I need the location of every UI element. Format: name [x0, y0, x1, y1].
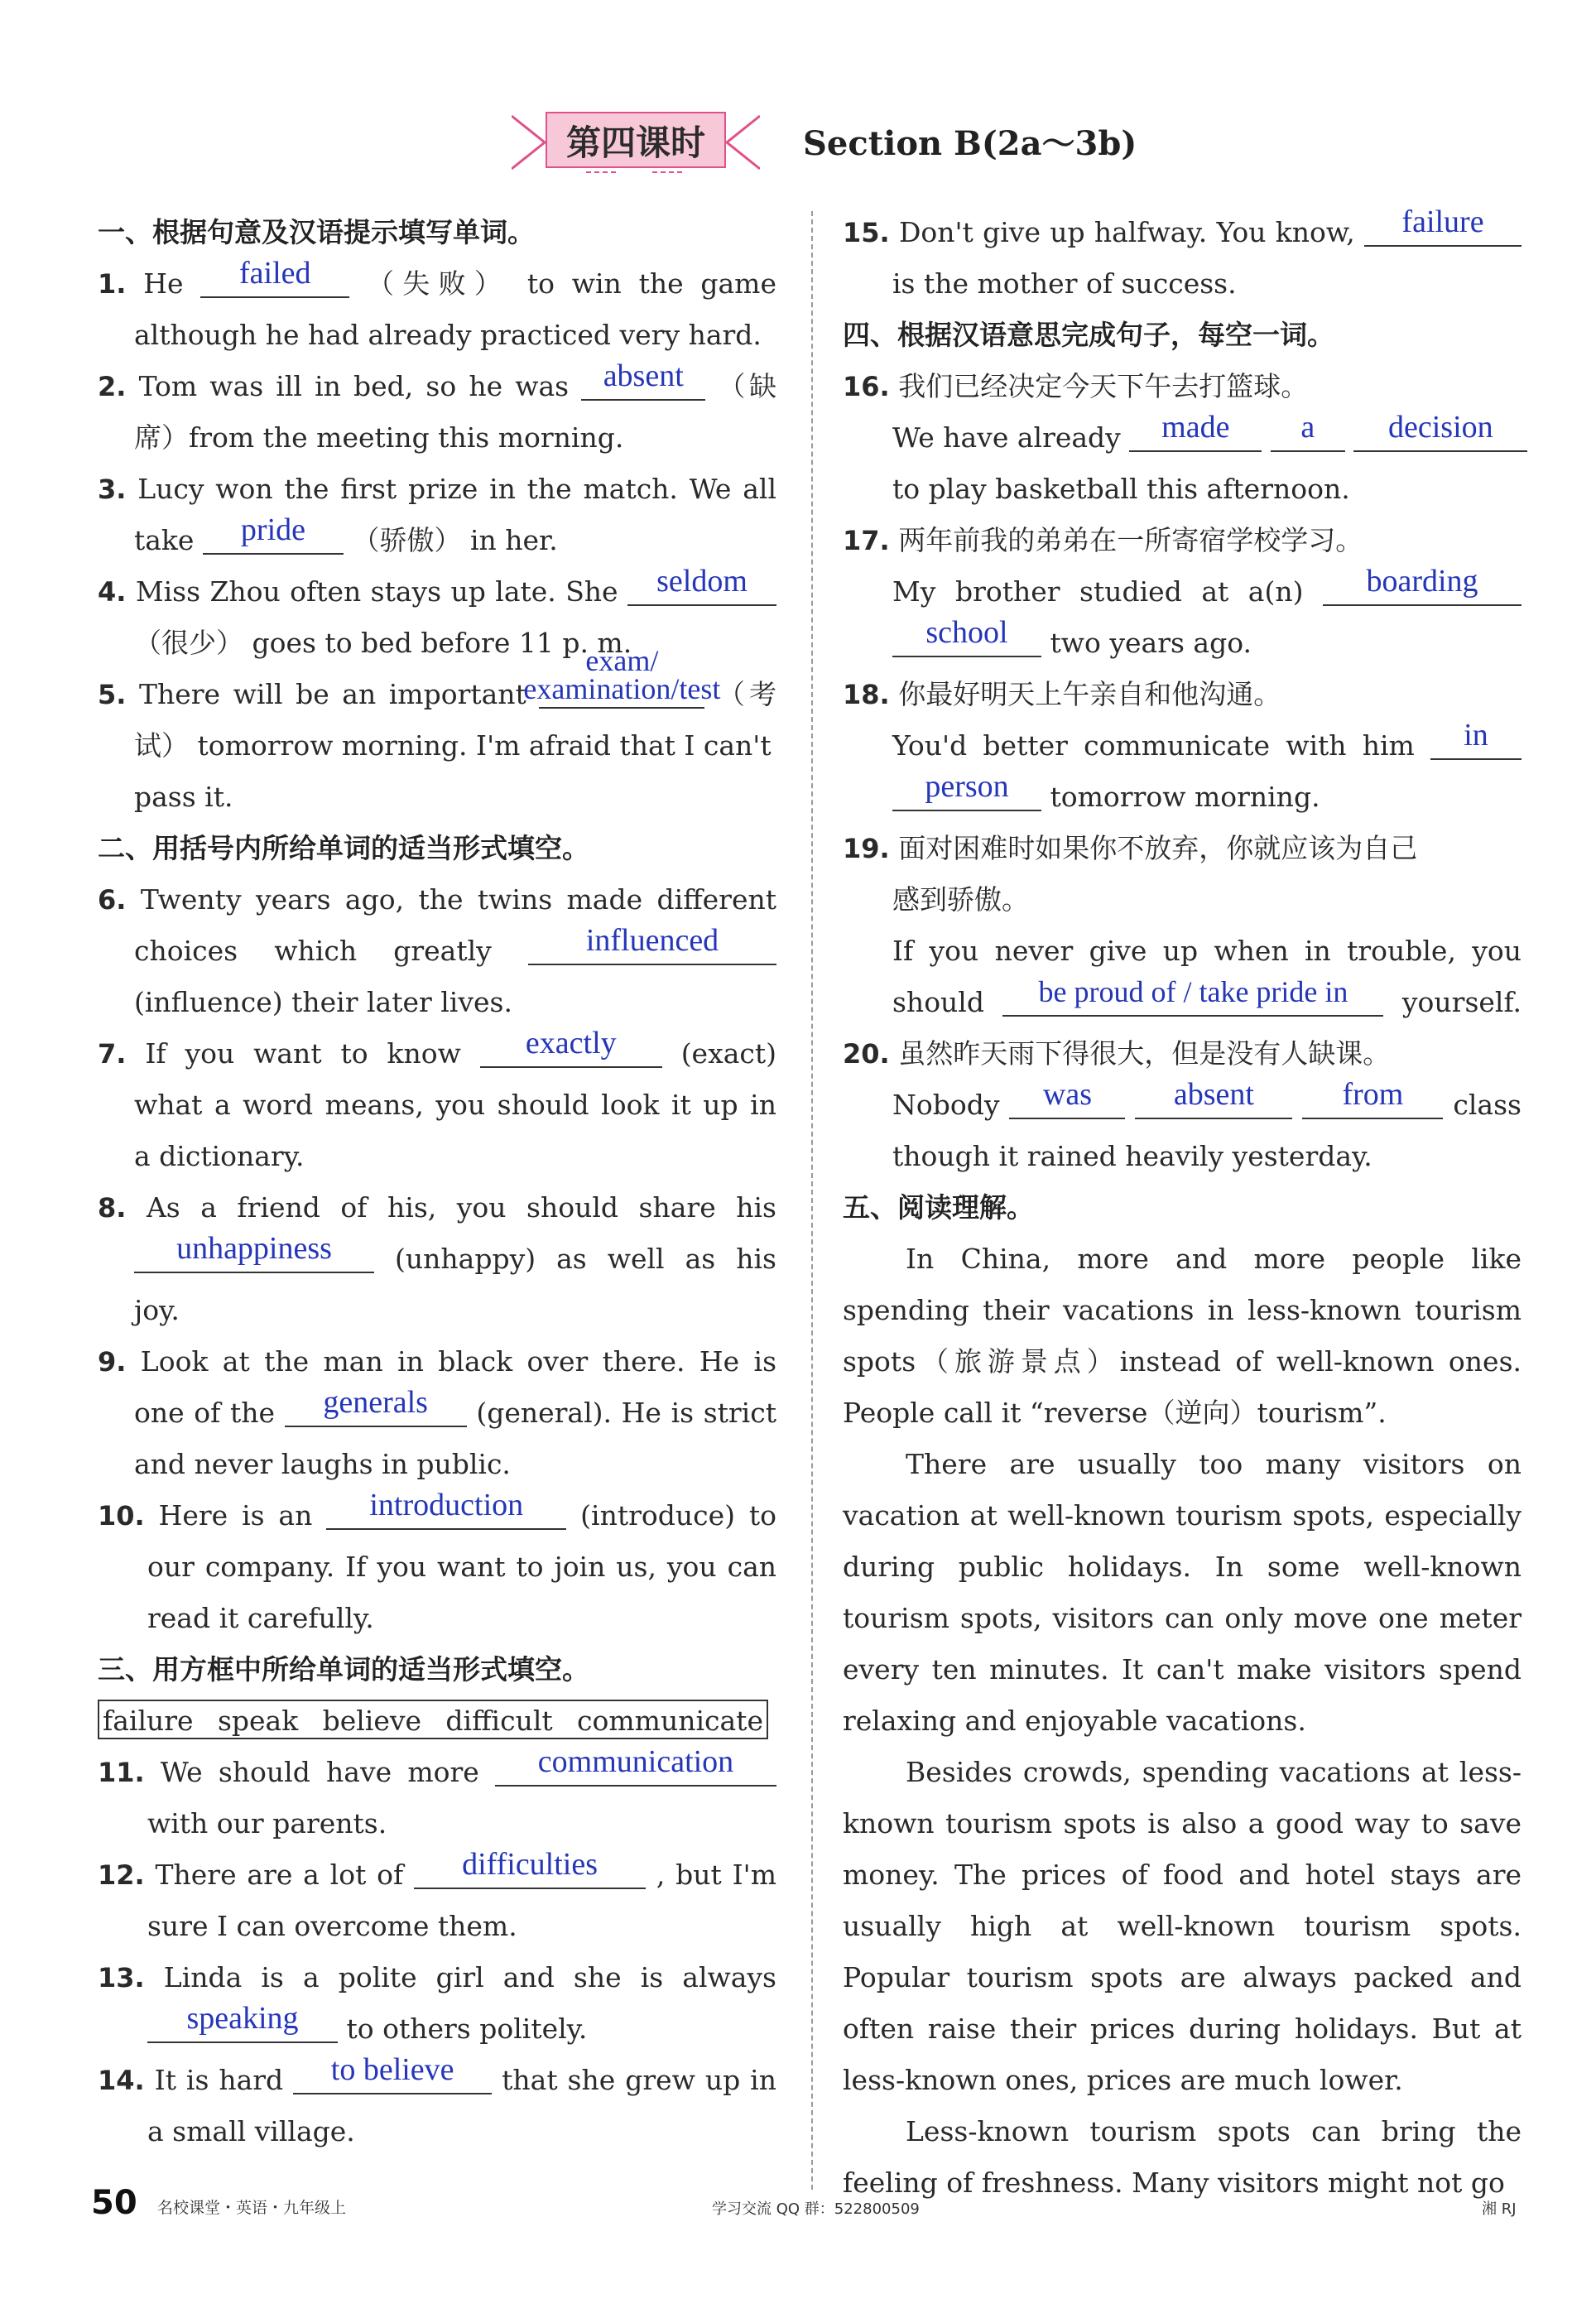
word-box: failure speak believe difficult communicate: [98, 1695, 776, 1747]
answer-blank-8[interactable]: unhappiness: [134, 1238, 374, 1273]
section-1-heading: 一、根据句意及汉语提示填写单词。: [98, 216, 535, 248]
qq-group: 学习交流 QQ 群：522800509: [712, 2200, 920, 2218]
question-14: 14. It is hard to believe that she grew up in: [98, 2052, 776, 2096]
question-7: 7. If you want to know exactly (exact): [98, 1026, 776, 1070]
question-9: 9. Look at the man in black over there. He is: [98, 1345, 776, 1378]
answer-blank-18b[interactable]: person: [892, 777, 1041, 811]
answer-blank-17a[interactable]: boarding: [1323, 571, 1521, 606]
question-15: 15. Don't give up halfway. You know, failure: [843, 207, 1521, 258]
question-3: 3. Lucy won the first prize in the match. We all: [98, 473, 776, 505]
page-number: 50: [91, 2184, 137, 2222]
question-16: 16. 我们已经决定今天下午去打篮球。: [843, 370, 1309, 402]
question-13: 13. Linda is a polite girl and she is always: [98, 1961, 776, 1993]
section-3-heading: 三、用方框中所给单词的适当形式填空。: [98, 1653, 589, 1686]
answer-blank-2[interactable]: absent: [581, 366, 705, 401]
lesson-label: 第四课时: [565, 123, 705, 163]
answer-blank-16c[interactable]: decision: [1353, 417, 1527, 452]
question-4: 4. Miss Zhou often stays up late. She seldom: [98, 566, 776, 618]
answer-blank-20a[interactable]: was: [1009, 1084, 1125, 1119]
answer-blank-13[interactable]: speaking: [147, 2008, 338, 2043]
question-6: 6. Twenty years ago, the twins made different: [98, 883, 776, 916]
reading-paragraph-4: Less-known tourism spots can bring the feeling of freshness. Many visitors might not go: [843, 2115, 1521, 2199]
answer-blank-15[interactable]: failure: [1364, 212, 1521, 247]
answer-blank-7[interactable]: exactly: [480, 1033, 662, 1068]
question-19: 19. 面对困难时如果你不放弃，你就应该为自己: [843, 832, 1418, 864]
answer-blank-16b[interactable]: a: [1271, 417, 1345, 452]
question-17: 17. 两年前我的弟弟在一所寄宿学校学习。: [843, 524, 1363, 556]
question-2: 2. Tom was ill in bed, so he was absent （缺: [98, 358, 777, 402]
section-title: Section B(2a～3b): [803, 124, 1137, 163]
question-8: 8. As a friend of his, you should share his: [98, 1191, 776, 1224]
answer-blank-17b[interactable]: school: [892, 623, 1041, 657]
column-divider: [811, 211, 813, 2190]
right-column: 15. Don't give up halfway. You know, failure is the mother of success. 四、根据汉语意思完成句子，每空一词。 16. 我们已经决定今天下午去打篮球。 We have already made a decision to play basketball this afternoon. 17. 两年前我的弟弟在一所寄宿学校学习。 My brother studied at a(n) boarding school two years ago. 18. 你最好明天上午亲自和他沟通。 You'd better communicate with him in person tomorrow morning. 19. 面对困难时如果你不放弃，你就应该为自己 感到骄傲。 If you never give up when in trouble, you should be proud of / take pride in yourself. 20. 虽然昨天雨下得很大，但是没有人缺课。 Nobody was absent from class though it rained heavily yesterday. 五、阅读理解。 In China, more and more people like spending their vacations in less-known tourism spots（旅游景点）instead of well-known ones. People call it “reverse（逆向）tourism”. There are usually too many visitors on vacation at well-known tourism spots, especially during public holidays. In some well-known tourism spots, visitors can only move one meter every ten minutes. It can't make visitors spend relaxing and enjoyable vacations. Besides crowds, spending vacations at less-known tourism spots is also a good way to save money. The prices of food and hotel stays are usually high at well-known tourism spots. Popular tourism spots are always packed and often raise their prices during holidays. But at less-known ones, prices are much lower. Less-known tourism spots can bring the feeling of freshness. Many visitors might not go: [843, 207, 1521, 2209]
question-12: 12. There are a lot of difficulties , but I'm: [98, 1847, 776, 1891]
section-4-heading: 四、根据汉语意思完成句子，每空一词。: [843, 319, 1334, 351]
answer-blank-14[interactable]: to believe: [293, 2060, 492, 2094]
answer-blank-18a[interactable]: in: [1430, 725, 1521, 760]
reading-paragraph-2: There are usually too many visitors on vacation at well-known tourism spots, especially during public holidays. In some well-known tourism spots, visitors can only move one meter every ten minutes. It can't make visitors spend relaxing and enjoyable vacations.: [843, 1448, 1521, 1737]
answer-blank-6[interactable]: influenced: [528, 931, 776, 965]
reading-passage: [843, 1234, 1521, 2209]
question-5: 5. There will be an important exam/ examination/test （考: [98, 644, 776, 710]
reading-paragraph-1: In China, more and more people like spending their vacations in less-known tourism spots（旅游景点）instead of well-known ones. People call it “reverse（逆向）tourism”.: [843, 1243, 1521, 1429]
book-title: 名校课堂・英语・九年级上: [157, 2199, 347, 2217]
page-footer: [91, 2184, 1531, 2225]
answer-blank-12[interactable]: difficulties: [414, 1854, 646, 1889]
answer-blank-5[interactable]: exam/ examination/test: [539, 674, 704, 709]
answer-blank-1[interactable]: failed: [200, 263, 349, 298]
answer-blank-16a[interactable]: made: [1129, 417, 1262, 452]
question-20: 20. 虽然昨天雨下得很大，但是没有人缺课。: [843, 1037, 1391, 1070]
question-18: 18. 你最好明天上午亲自和他沟通。: [843, 678, 1281, 710]
answer-blank-11[interactable]: communication: [495, 1752, 776, 1787]
answer-blank-3[interactable]: pride: [203, 520, 344, 555]
answer-blank-4[interactable]: seldom: [627, 571, 776, 606]
edition-label: 湘 RJ: [1482, 2200, 1517, 2218]
answer-blank-20b[interactable]: absent: [1135, 1084, 1292, 1119]
question-11: 11. We should have more communication: [98, 1747, 776, 1798]
section-2-heading: 二、用括号内所给单词的适当形式填空。: [98, 832, 589, 864]
answer-blank-9[interactable]: generals: [285, 1392, 467, 1427]
lesson-tag: [512, 109, 760, 176]
answer-blank-10[interactable]: introduction: [326, 1495, 566, 1530]
question-1: 1. He failed （失败） to win the game: [98, 256, 776, 300]
left-column: 一、根据句意及汉语提示填写单词。 1. He failed （失败） to win the game although he had already practiced very hard. 2. Tom was ill in bed, so he was absent （缺 席）from the meeting this morning. 3. Lucy won the first prize in the match. We all take pride （骄傲） in her. 4. Miss Zhou often stays up late. She seldom （很少） goes to bed before 11 p. m. 5. There will be an important exam/ examination/test （考 试） tomorrow morning. I'm afraid that I can't pass it. 二、用括号内所给单词的适当形式填空。 6. Twenty years ago, the twins made different choices which greatly influenced (influence) their later lives. 7. If you want to know exactly (exact) what a word means, you should look it up in a dictionary. 8. As a friend of his, you should share his unhappiness (unhappy) as well as his joy. 9. Look at the man in black over there. He is one of the generals (general). He is strict and never laughs in public. 10. Here is an introduction (introduce) to our company. If you want to join us, you can read it carefully. 三、用方框中所给单词的适当形式填空。 failure speak believe difficult communicate 11. We should have more communication with our parents. 12. There are a lot of difficulties , but I'm sure I can overcome them. 13. Linda is a polite girl and she is always speaking to others politely. 14. It is hard to believe that she grew up in a small village.: [98, 207, 776, 2157]
answer-blank-19[interactable]: be proud of / take pride in: [1002, 982, 1383, 1017]
section-5-heading: 五、阅读理解。: [843, 1191, 1034, 1224]
answer-blank-20c[interactable]: from: [1302, 1084, 1443, 1119]
question-10: 10. Here is an introduction (introduce) to: [98, 1488, 777, 1532]
reading-paragraph-3: Besides crowds, spending vacations at less-known tourism spots is also a good way to save money. The prices of food and hotel stays are usually high at well-known tourism spots. Popular tourism spots are always packed and often raise their prices during holidays. But at less-known ones, prices are much lower.: [843, 1756, 1521, 2096]
